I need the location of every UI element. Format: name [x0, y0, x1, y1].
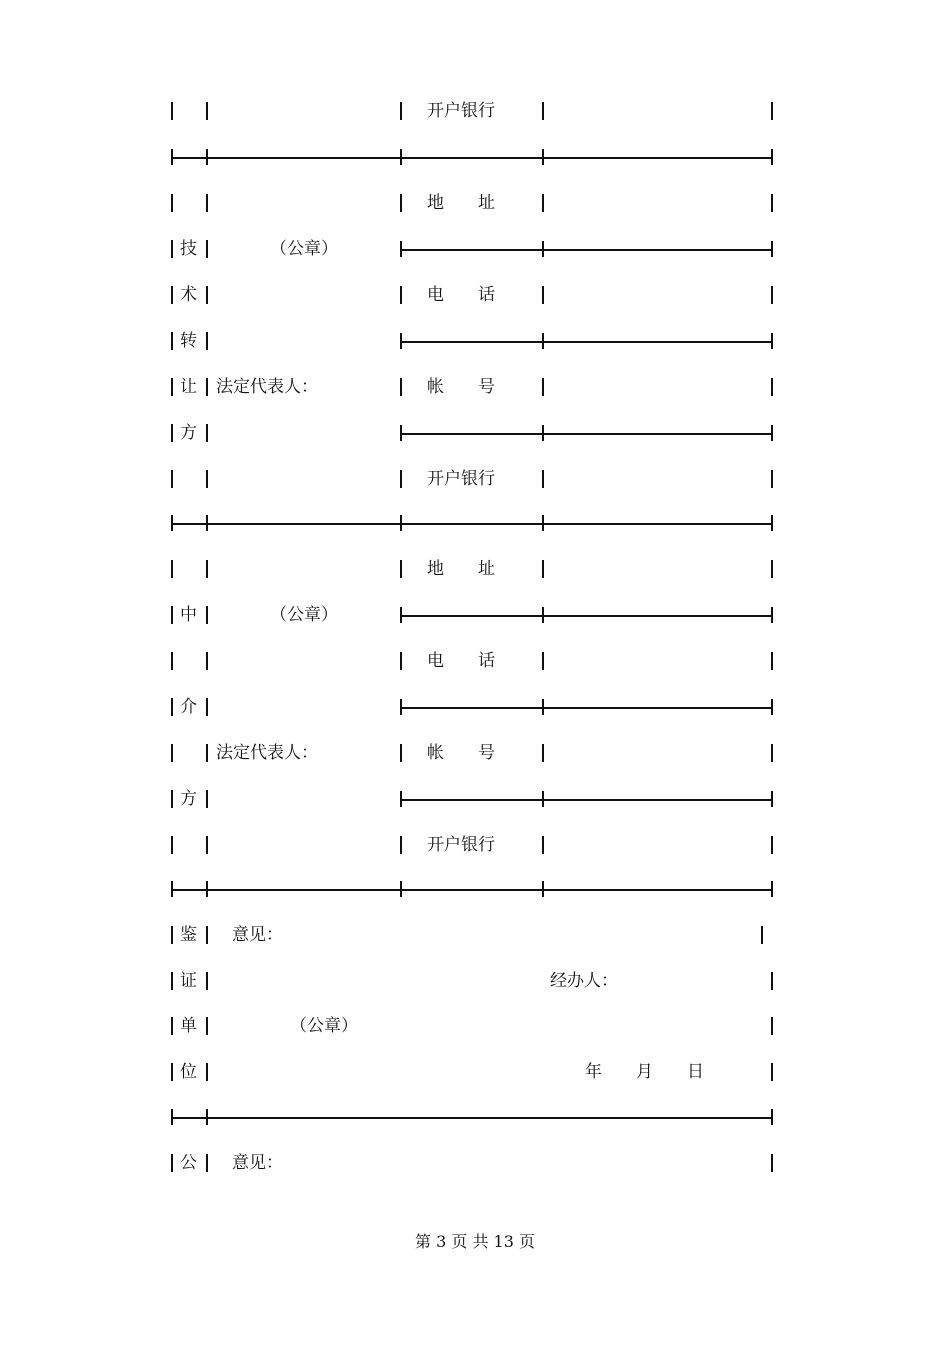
cell-border: [542, 194, 544, 212]
seal-text: （公章）: [270, 239, 338, 259]
cell-border: [400, 102, 402, 120]
cell-border: [400, 378, 402, 396]
address-label: 地 址: [427, 193, 495, 213]
rule-tick: [771, 699, 773, 715]
cell-border: [400, 194, 402, 212]
bank-label: 开户银行: [427, 101, 495, 121]
cell-border: [771, 652, 773, 670]
rule-tick: [206, 515, 208, 531]
certifier-char: 鉴: [180, 925, 197, 945]
cell-border: [206, 378, 208, 396]
party-char: 转: [180, 331, 197, 351]
cell-border: [206, 698, 208, 716]
cell-border: [771, 560, 773, 578]
rule-tick: [171, 515, 173, 531]
address-label: 地 址: [427, 559, 495, 579]
cell-border: [206, 240, 208, 258]
rule-tick: [542, 241, 544, 257]
rule-tick: [400, 607, 402, 623]
cell-border: [206, 926, 208, 944]
cell-border: [206, 972, 208, 990]
cell-border: [171, 240, 173, 258]
cell-border: [171, 698, 173, 716]
seal-text: （公章）: [290, 1016, 358, 1036]
cell-border: [771, 744, 773, 762]
cell-border: [771, 194, 773, 212]
cell-border: [206, 1063, 208, 1081]
legal-representative-label: 法定代表人：: [216, 743, 318, 763]
cell-border: [206, 470, 208, 488]
rule-tick: [542, 425, 544, 441]
page-number-footer: 第 3 页 共 13 页: [415, 1232, 535, 1251]
cell-border: [542, 378, 544, 396]
cell-border: [171, 790, 173, 808]
legal-representative-label: 法定代表人：: [216, 377, 318, 397]
cell-border: [542, 560, 544, 578]
rule-tick: [400, 699, 402, 715]
certifier-char: 位: [180, 1062, 197, 1082]
party-char: 术: [180, 285, 197, 305]
cell-border: [542, 102, 544, 120]
cell-border: [771, 1063, 773, 1081]
certifier-char: 单: [180, 1016, 197, 1036]
cell-border: [206, 560, 208, 578]
cell-border: [171, 1017, 173, 1035]
cell-border: [171, 102, 173, 120]
cell-border: [171, 652, 173, 670]
cell-border: [171, 424, 173, 442]
cell-border: [206, 790, 208, 808]
rule-line: [401, 341, 772, 343]
cell-border: [400, 744, 402, 762]
phone-label: 电 话: [427, 651, 495, 671]
cell-border: [771, 378, 773, 396]
rule-tick: [400, 515, 402, 531]
rule-tick: [771, 881, 773, 897]
cell-border: [206, 194, 208, 212]
cell-border: [171, 1154, 173, 1172]
rule-tick: [771, 149, 773, 165]
rule-tick: [771, 515, 773, 531]
cell-border: [171, 194, 173, 212]
cell-border: [542, 744, 544, 762]
rule-line: [172, 889, 772, 891]
rule-line: [172, 523, 772, 525]
cell-border: [206, 102, 208, 120]
cell-border: [771, 1154, 773, 1172]
cell-border: [171, 286, 173, 304]
rule-tick: [400, 425, 402, 441]
cell-border: [171, 836, 173, 854]
party-char: 让: [180, 377, 197, 397]
cell-border: [400, 836, 402, 854]
cell-border: [171, 378, 173, 396]
cell-border: [171, 744, 173, 762]
cell-border: [400, 652, 402, 670]
rule-tick: [400, 881, 402, 897]
rule-tick: [542, 333, 544, 349]
rule-line: [401, 707, 772, 709]
cell-border: [771, 1017, 773, 1035]
notary-char: 公: [180, 1153, 197, 1173]
cell-border: [206, 286, 208, 304]
rule-tick: [771, 607, 773, 623]
rule-tick: [542, 699, 544, 715]
account-label: 帐 号: [427, 743, 495, 763]
cell-border: [771, 972, 773, 990]
party-char: 介: [180, 697, 197, 717]
cell-border: [542, 652, 544, 670]
rule-tick: [171, 149, 173, 165]
cell-border: [206, 1017, 208, 1035]
cell-border: [400, 560, 402, 578]
rule-tick: [542, 149, 544, 165]
seal-text: （公章）: [270, 605, 338, 625]
cell-border: [761, 926, 763, 944]
cell-border: [400, 470, 402, 488]
rule-tick: [400, 241, 402, 257]
rule-tick: [771, 791, 773, 807]
rule-tick: [400, 791, 402, 807]
bank-label: 开户银行: [427, 469, 495, 489]
opinion-label: 意见：: [232, 1153, 283, 1173]
cell-border: [542, 470, 544, 488]
rule-tick: [400, 149, 402, 165]
cell-border: [206, 836, 208, 854]
rule-tick: [206, 881, 208, 897]
rule-tick: [206, 149, 208, 165]
rule-line: [401, 249, 772, 251]
rule-tick: [771, 241, 773, 257]
cell-border: [771, 286, 773, 304]
cell-border: [542, 836, 544, 854]
rule-tick: [171, 1109, 173, 1125]
cell-border: [171, 972, 173, 990]
rule-line: [401, 615, 772, 617]
date-label: 年 月 日: [585, 1062, 704, 1082]
rule-line: [172, 1117, 772, 1119]
cell-border: [206, 744, 208, 762]
rule-tick: [400, 333, 402, 349]
cell-border: [206, 332, 208, 350]
cell-border: [171, 470, 173, 488]
rule-line: [172, 157, 772, 159]
cell-border: [171, 926, 173, 944]
rule-tick: [542, 791, 544, 807]
rule-tick: [771, 1109, 773, 1125]
rule-tick: [206, 1109, 208, 1125]
cell-border: [771, 470, 773, 488]
cell-border: [206, 1154, 208, 1172]
cell-border: [171, 606, 173, 624]
rule-tick: [171, 881, 173, 897]
rule-tick: [542, 515, 544, 531]
cell-border: [171, 560, 173, 578]
rule-line: [401, 799, 772, 801]
bank-label: 开户银行: [427, 835, 495, 855]
certifier-char: 证: [180, 971, 197, 991]
cell-border: [771, 102, 773, 120]
rule-tick: [771, 333, 773, 349]
party-char: 方: [180, 789, 197, 809]
rule-tick: [542, 881, 544, 897]
cell-border: [206, 652, 208, 670]
rule-tick: [542, 607, 544, 623]
phone-label: 电 话: [427, 285, 495, 305]
cell-border: [771, 836, 773, 854]
account-label: 帐 号: [427, 377, 495, 397]
party-char: 技: [180, 239, 197, 259]
party-char: 中: [180, 605, 197, 625]
cell-border: [542, 286, 544, 304]
cell-border: [171, 332, 173, 350]
cell-border: [206, 424, 208, 442]
rule-tick: [771, 425, 773, 441]
handler-label: 经办人：: [550, 971, 618, 991]
party-char: 方: [180, 423, 197, 443]
opinion-label: 意见：: [232, 925, 283, 945]
rule-line: [401, 433, 772, 435]
cell-border: [400, 286, 402, 304]
cell-border: [171, 1063, 173, 1081]
cell-border: [206, 606, 208, 624]
